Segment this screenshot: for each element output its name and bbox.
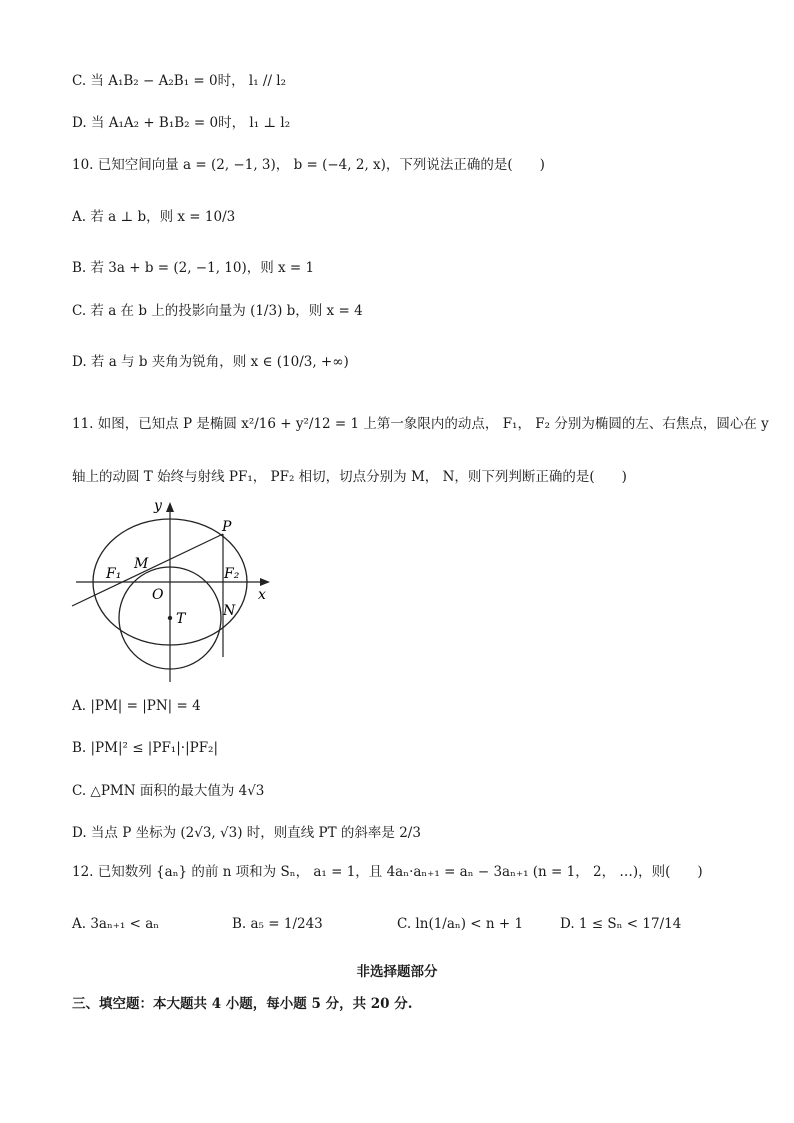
q11-option-b: B. |PM|² ≤ |PF₁|·|PF₂|: [72, 740, 219, 756]
label-f1: F₁: [106, 566, 122, 582]
q12-option-c: C. ln(1/aₙ) < n + 1: [397, 916, 524, 932]
y-axis-arrow: [166, 502, 174, 512]
label-m: M: [134, 556, 149, 572]
label-t: T: [176, 611, 186, 627]
q11-stem-line2: 轴上的动圆 T 始终与射线 PF₁， PF₂ 相切，切点分别为 M， N，则下列判断正确的是( ): [72, 469, 627, 485]
q12-stem: 12. 已知数列 {aₙ} 的前 n 项和为 Sₙ， a₁ = 1，且 4aₙ·aₙ₊₁ = aₙ − 3aₙ₊₁ (n = 1， 2， …)，则( ): [72, 864, 703, 880]
q10-option-d: D. 若 a 与 b 夹角为锐角，则 x ∈ (10/3, +∞): [72, 354, 349, 370]
q10-option-a: A. 若 a ⊥ b，则 x = 10/3: [72, 209, 236, 225]
label-x: x: [258, 587, 266, 603]
label-f2: F₂: [224, 566, 240, 582]
label-n: N: [223, 603, 236, 619]
q12-option-a: A. 3aₙ₊₁ < aₙ: [72, 916, 160, 932]
q11-option-d: D. 当点 P 坐标为 (2√3, √3) 时，则直线 PT 的斜率是 2/3: [72, 825, 421, 841]
q11-option-a: A. |PM| = |PN| = 4: [72, 698, 201, 714]
section-3-heading: 三、填空题：本大题共 4 小题，每小题 5 分，共 20 分.: [72, 996, 413, 1012]
label-p: P: [222, 519, 232, 535]
x-axis-arrow: [260, 578, 270, 586]
section-title: 非选择题部分: [356, 964, 438, 980]
q12-option-d: D. 1 ≤ Sₙ < 17/14: [560, 916, 682, 932]
q11-stem-line1: 11. 如图，已知点 P 是椭圆 x²/16 + y²/12 = 1 上第一象限内的动点， F₁， F₂ 分别为椭圆的左、右焦点，圆心在 y: [72, 416, 769, 432]
q12-option-b: B. a₅ = 1/243: [232, 916, 323, 932]
q11-option-c: C. △PMN 面积的最大值为 4√3: [72, 783, 265, 799]
label-o: O: [152, 587, 164, 603]
center-t-point: [168, 616, 172, 620]
q11-ellipse-figure: [66, 492, 278, 687]
q9-option-c: C. 当 A₁B₂ − A₂B₁ = 0时， l₁ // l₂: [72, 73, 287, 89]
q10-stem: 10. 已知空间向量 a = (2, −1, 3)， b = (−4, 2, x)，下列说法正确的是( ): [72, 157, 545, 173]
label-y: y: [154, 498, 162, 514]
q10-option-b: B. 若 3a + b = (2, −1, 10)，则 x = 1: [72, 260, 315, 276]
q10-option-c: C. 若 a 在 b 上的投影向量为 (1/3) b，则 x = 4: [72, 303, 363, 319]
q9-option-d: D. 当 A₁A₂ + B₁B₂ = 0时， l₁ ⊥ l₂: [72, 115, 291, 131]
q12-options-row: [72, 914, 732, 936]
